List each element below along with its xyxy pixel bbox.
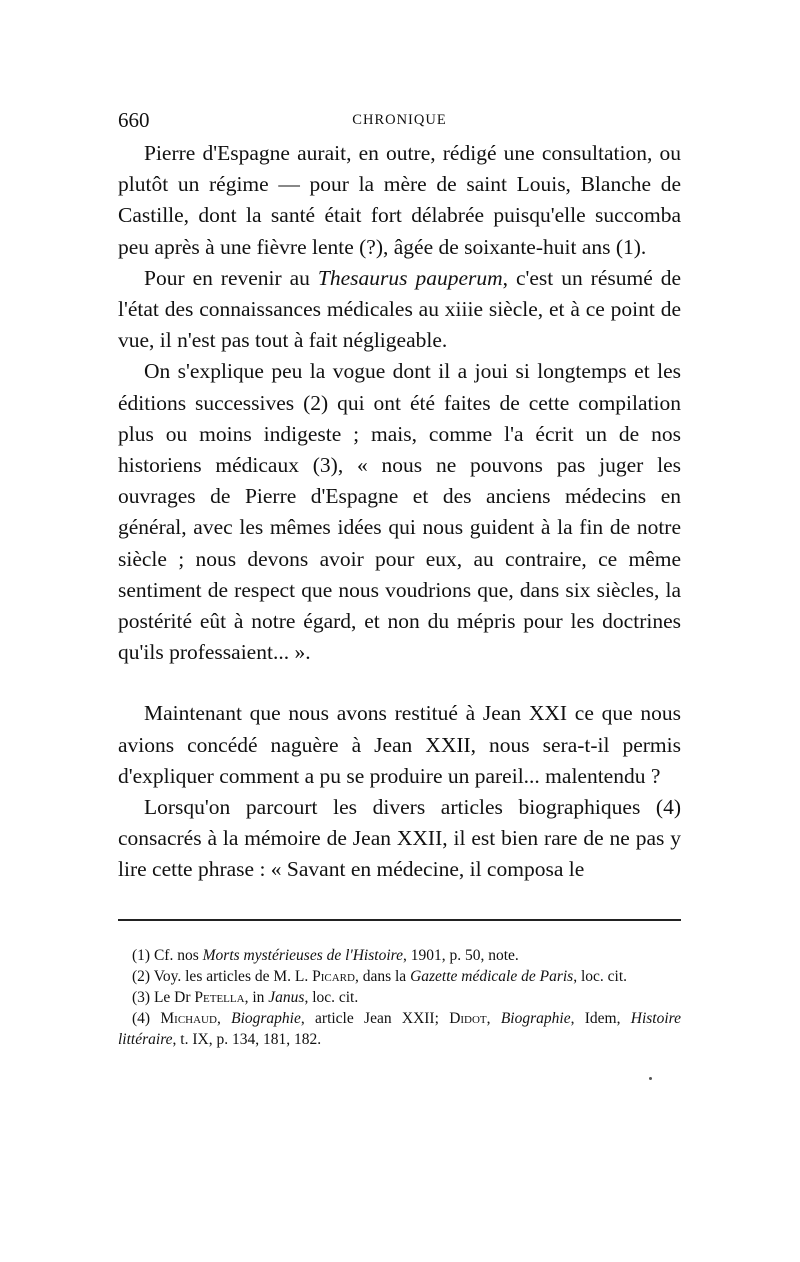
footnote: (2) Voy. les articles de M. L. Picard, dans la Gazette médicale de Paris, loc. cit.: [132, 967, 628, 985]
paragraph: Pierre d'Espagne aurait, en outre, rédigé une consultation, ou plutôt un régime — pour la mère de saint Louis, Blanche de Castille, dont la santé était fort délabrée puisqu'elle succomba peu après à une fièvre lente (?), âgée de soixante-huit ans (1).: [118, 141, 681, 259]
work-title: Thesaurus pauperum: [317, 265, 503, 290]
running-title: CHRONIQUE: [352, 112, 447, 128]
footnote: (1) Cf. nos Morts mystérieuses de l'Histoire, 1901, p. 50, note.: [132, 946, 519, 964]
section-break: [118, 668, 681, 698]
footnote-rule: [118, 919, 681, 921]
paragraph: On s'explique peu la vogue dont il a joui si longtemps et les éditions successives (2) qui ont été faites de cette compilation plus ou moins indigeste ; mais, comme l'a écrit un de nos historiens médicaux (3), « nous ne pouvons pas juger les ouvrages de Pierre d'Espagne et des anciens médecins en général, avec les mêmes idées qui nous guident à la fin de notre siècle ; nous devons avoir pour eux, au contraire, ce même sentiment de respect que nous voudrions que, dans six siècles, la postérité eût à notre égard, et non du mépris pour les doctrines qu'ils professaient... ».: [118, 359, 681, 665]
footnote: (4) Michaud, Biographie, article Jean XXII; Didot, Biographie, Idem, Histoire littéraire, t. IX, p. 134, 181, 182.: [118, 1010, 681, 1049]
page-number: 660: [118, 108, 150, 132]
footnote: (3) Le Dr Petella, in Janus, loc. cit.: [132, 989, 359, 1007]
paragraph: Pour en revenir au Thesaurus pauperum, c'est un résumé de l'état des connaissances médicales au xiiie siècle, et à ce point de vue, il n'est pas tout à fait négligeable.: [118, 265, 681, 353]
book-page: [118, 108, 681, 1051]
paragraph: Maintenant que nous avons restitué à Jean XXI ce que nous avions concédé naguère à Jean XXII, nous sera-t-il permis d'expliquer comment a pu se produire un pareil... malentendu ?: [118, 701, 681, 788]
page-header: [118, 108, 681, 138]
footnotes: [118, 945, 681, 1051]
ink-speck: [649, 1077, 652, 1080]
paragraph: Lorsqu'on parcourt les divers articles biographiques (4) consacrés à la mémoire de Jean XXII, il est bien rare de ne pas y lire cette phrase : « Savant en médecine, il composa le: [118, 795, 681, 882]
